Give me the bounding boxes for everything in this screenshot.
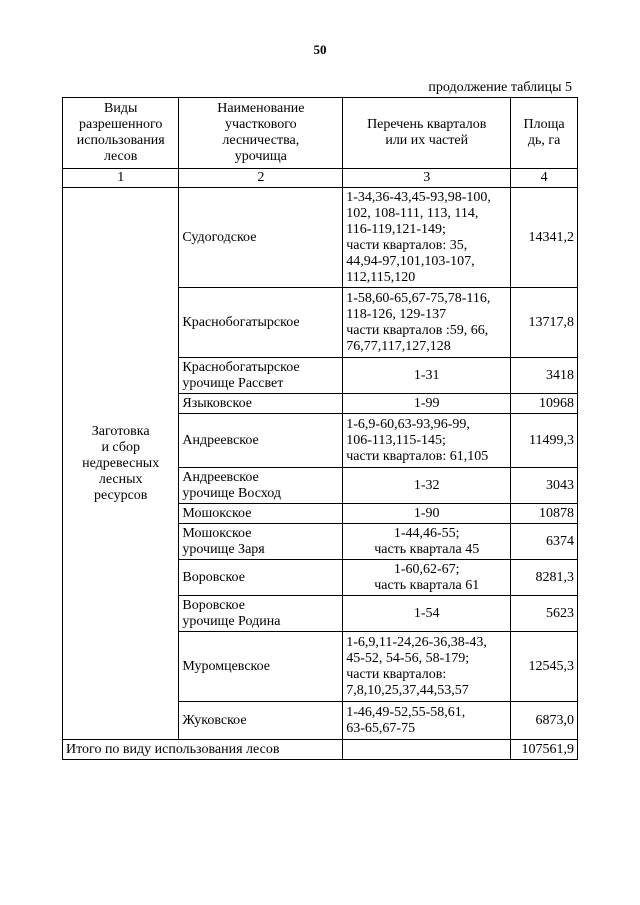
total-label: Итого по виду использования лесов	[63, 740, 343, 760]
area-cell: 6374	[511, 524, 578, 560]
quarters-cell: 1-99	[343, 394, 511, 414]
area-cell: 11499,3	[511, 414, 578, 468]
quarters-cell: 1-54	[343, 596, 511, 632]
total-quarters-empty	[343, 740, 511, 760]
column-number-row	[63, 169, 578, 188]
forestry-name-cell: Краснобогатырское урочище Рассвет	[179, 358, 343, 394]
area-cell: 6873,0	[511, 702, 578, 740]
forestry-name-cell: Воровское урочище Родина	[179, 596, 343, 632]
forestry-name-cell: Андреевское	[179, 414, 343, 468]
quarters-cell: 1-6,9,11-24,26-36,38-43, 45-52, 54-56, 58-179; части кварталов: 7,8,10,25,37,44,53,57	[343, 632, 511, 702]
header-area: Площа дь, га	[511, 98, 578, 169]
table-continuation-label: продолжение таблицы 5	[428, 80, 572, 95]
forestry-name-cell: Краснобогатырское	[179, 288, 343, 358]
area-cell: 5623	[511, 596, 578, 632]
quarters-cell: 1-58,60-65,67-75,78-116, 118-126, 129-137 части кварталов :59, 66, 76,77,117,127,128	[343, 288, 511, 358]
forestry-name-cell: Мошокское урочище Заря	[179, 524, 343, 560]
total-area: 107561,9	[511, 740, 578, 760]
area-cell: 13717,8	[511, 288, 578, 358]
forestry-name-cell: Андреевское урочище Восход	[179, 468, 343, 504]
forestry-name-cell: Мошокское	[179, 504, 343, 524]
quarters-cell: 1-44,46-55; часть квартала 45	[343, 524, 511, 560]
quarters-cell: 1-31	[343, 358, 511, 394]
header-forestry-name: Наименование участкового лесничества, урочища	[179, 98, 343, 169]
page-number: 50	[313, 42, 327, 57]
forestry-name-cell: Языковское	[179, 394, 343, 414]
forestry-name-cell: Жуковское	[179, 702, 343, 740]
table-row	[63, 188, 578, 288]
quarters-cell: 1-46,49-52,55-58,61, 63-65,67-75	[343, 702, 511, 740]
area-cell: 10968	[511, 394, 578, 414]
column-number: 3	[343, 169, 511, 188]
column-number: 2	[179, 169, 343, 188]
forestry-name-cell: Муромцевское	[179, 632, 343, 702]
area-cell: 12545,3	[511, 632, 578, 702]
forestry-name-cell: Воровское	[179, 560, 343, 596]
header-use-type: Виды разрешенного использования лесов	[63, 98, 179, 169]
area-cell: 3418	[511, 358, 578, 394]
table-header-row	[63, 98, 578, 169]
area-cell: 10878	[511, 504, 578, 524]
column-number: 4	[511, 169, 578, 188]
area-cell: 8281,3	[511, 560, 578, 596]
quarters-cell: 1-90	[343, 504, 511, 524]
header-quarters-list: Перечень кварталов или их частей	[343, 98, 511, 169]
forestry-name-cell: Судогодское	[179, 188, 343, 288]
quarters-cell: 1-6,9-60,63-93,96-99, 106-113,115-145; части кварталов: 61,105	[343, 414, 511, 468]
quarters-cell: 1-60,62-67; часть квартала 61	[343, 560, 511, 596]
use-type-cell: Заготовка и сбор недревесных лесных ресурсов	[63, 188, 179, 740]
column-number: 1	[63, 169, 179, 188]
forest-use-table	[62, 97, 578, 760]
total-row	[63, 740, 578, 760]
quarters-cell: 1-32	[343, 468, 511, 504]
area-cell: 3043	[511, 468, 578, 504]
area-cell: 14341,2	[511, 188, 578, 288]
quarters-cell: 1-34,36-43,45-93,98-100, 102, 108-111, 113, 114, 116-119,121-149; части кварталов: 35, 44,94-97,101,103-107, 112,115,120	[343, 188, 511, 288]
